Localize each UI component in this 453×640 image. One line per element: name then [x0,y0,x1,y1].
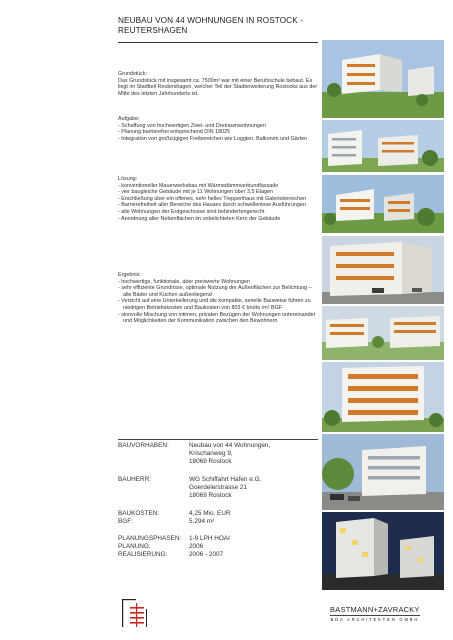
bauherr-value: Goerdelerstrasse 21 [189,484,247,491]
photo-night-view [322,512,444,590]
aufgabe-item: - Integration von großzügigen Freibereichen wie Loggien, Balkonen und Gärten [118,135,308,142]
loesung-item: - vier baugleiche Gebäude mit je 11 Wohnungen über 3,5 Etagen [118,189,274,196]
bauvorhaben-label: BAUVORHABEN: [118,442,169,449]
section-aufgabe [118,116,318,142]
section-loesung [118,176,318,222]
photo-building-front [322,362,444,432]
loesung-item: - konventioneller Mauerwerksbau mit Wärmedämmverbundfassade [118,182,279,189]
logo-name: BASTMANN+ZAVRACKY [330,605,420,614]
bauvorhaben-value: 18069 Rostock [189,458,232,465]
photo-building-balconies [322,236,444,304]
planung-label: PLANUNG: [118,543,151,550]
loesung-item: - Anordnung aller Nebenflächen im unbelichteten Kern der Gebäude [118,215,281,222]
ergebnis-item: - sinnvolle Mischung von intimen, privaten Bezügen der Wohnungen untereinander und Möglichkeiten der Kommunikation zwischen den Bewohnern [118,311,316,325]
facts-divider [118,439,318,440]
logo-mark [118,597,152,634]
section-ergebnis [118,272,318,325]
aufgabe-heading: Aufgabe: [118,116,140,122]
aufgabe-item: - Planung barrierefrei entsprechend DIN 18025 [118,129,231,136]
bauvorhaben-value: Krischanweg 9, [189,450,233,457]
bauherr-value: 18069 Rostock [189,492,232,499]
ergebnis-heading: Ergebnis: [118,272,141,278]
grundstueck-heading: Grundstück: [118,71,148,77]
bauherr-label: BAUHERR: [118,476,152,483]
loesung-item: - Erschließung über ein offenes, sehr helles Treppenhaus mit Galeriebereichen [118,195,307,202]
ergebnis-item: - hochwertige, funktionale, aber preiswerte Wohnungen [118,278,251,285]
baukosten-label: BAUKOSTEN: [118,510,160,517]
planung-value: 2006 [189,543,204,550]
grundstueck-text: Das Grundstück mit insgesamt ca. 7500m² war mit einer Berufsschule bebaut. Es liegt im Stadtteil Reutershagen, welcher Teil der Stadterweiterung Rostocks aus der Mitte des letzten Jahrhunderts ist. [118,77,318,97]
baukosten-value: 4,25 Mio. EUR [189,510,231,517]
photo-street-view [322,434,444,510]
loesung-item: - alle Wohnungen der Erdgeschosse sind behindertengerecht [118,208,265,215]
planungsphasen-label: PLANUNGSPHASEN: [118,535,182,542]
loesung-item: - Barrierefreiheit aller Bereiche des Hauses durch schwellenlose Ausführungen [118,202,306,209]
bgf-value: 5.294 m² [189,518,215,525]
photo-courtyard [322,306,444,360]
logo-subtitle: BDA ARCHITEKTEN GMBH [330,617,420,622]
section-grundstueck [118,71,318,97]
page-title: NEUBAU VON 44 WOHNUNGEN IN ROSTOCK - REUTERSHAGEN [118,16,303,35]
realisierung-label: REALISIERUNG: [118,551,168,558]
photo-rendering-garden [322,175,444,233]
ergebnis-item: - Verzicht auf eine Unterkellerung und die kompakte, serielle Bauweise führen zu niedrigen Betriebskosten und Baukosten von 803 € brutto /m² BGF [118,298,311,311]
bauherr-value: WG Schiffahrt Hafen e.G. [189,476,262,483]
aufgabe-item: - Schaffung von hochwertigen Zwei- und Dreiraumwohnungen [118,122,266,129]
bauvorhaben-value: Neubau von 44 Wohnungen, [189,442,271,449]
title-divider [118,42,318,43]
planungsphasen-value: 1-9 LPH HOAI [189,535,230,542]
photo-rendering-aerial [322,40,444,118]
loesung-heading: Lösung: [118,176,138,182]
realisierung-value: 2006 - 2007 [189,551,224,558]
photo-rendering-side [322,120,444,172]
company-logo [330,605,420,622]
bgf-label: BGF: [118,518,133,525]
ergebnis-item: - sehr effiziente Grundrisse, optimale Nutzung der Außenflächen zur Belichtung – alle Bäder und Küchen außenliegend [118,285,312,298]
